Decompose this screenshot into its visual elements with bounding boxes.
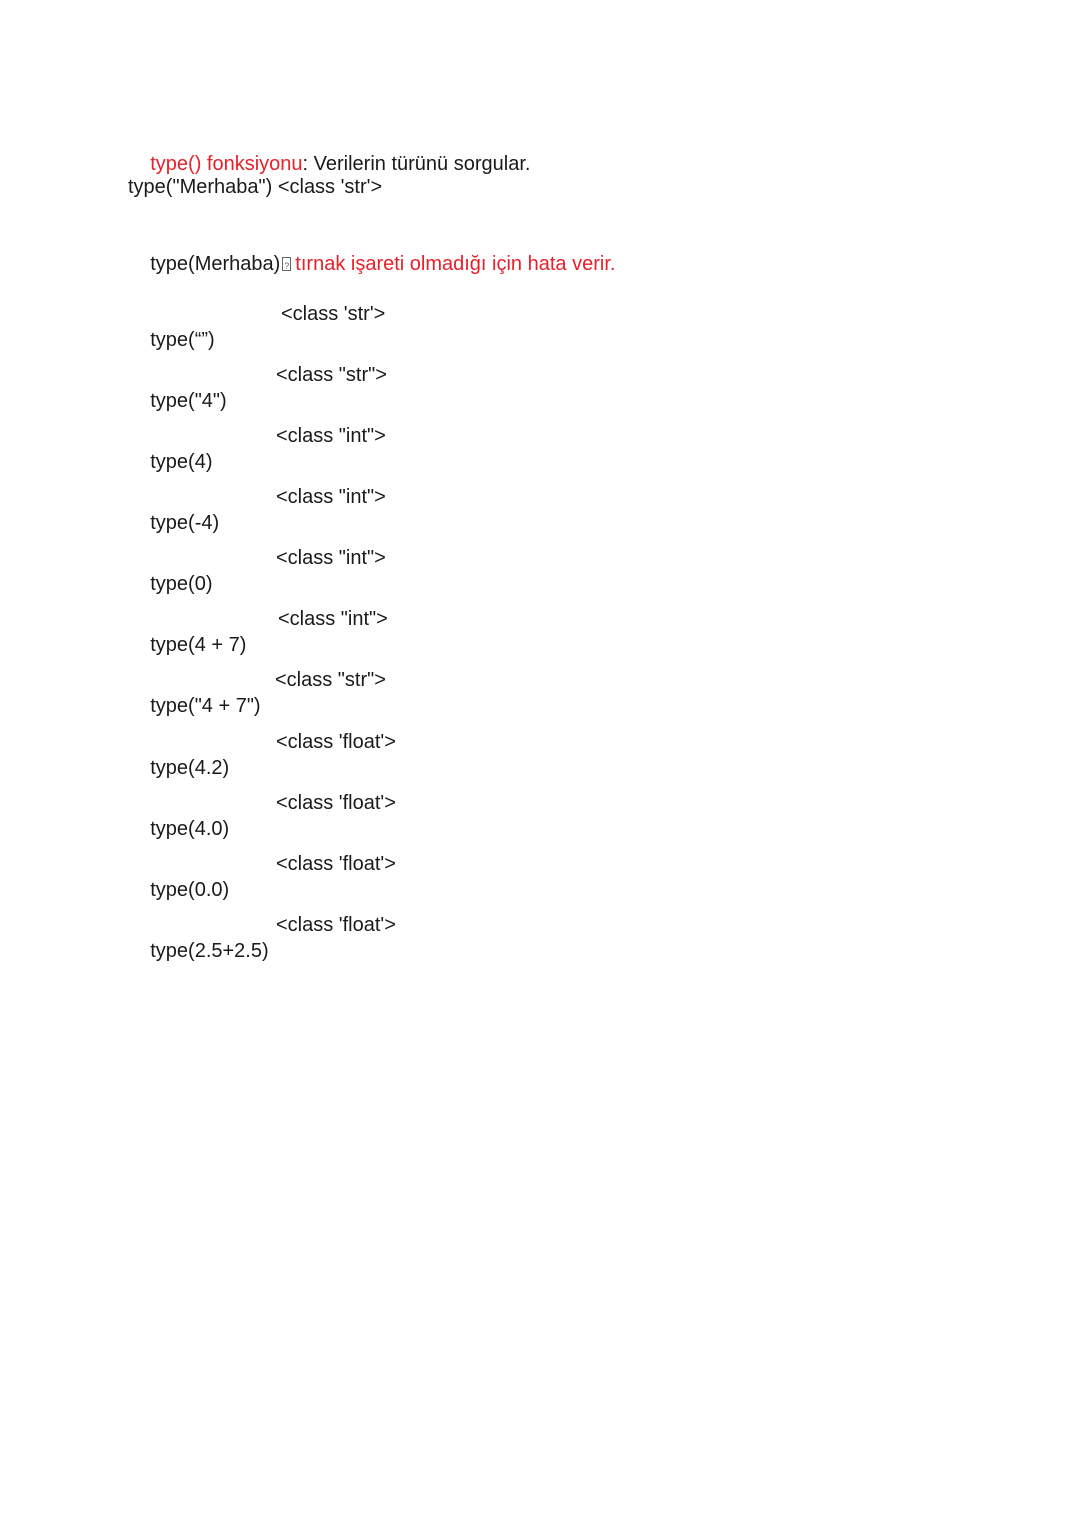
example-result: <class "int"> (276, 425, 386, 447)
example-result: <class 'float'> (276, 792, 396, 814)
example-result: <class 'float'> (276, 731, 396, 753)
example-code: type("4 + 7") (150, 695, 261, 717)
heading-function-name: type() fonksiyonu (150, 153, 303, 175)
example-result: <class "int"> (276, 547, 386, 569)
example-merhaba-string: type("Merhaba") <class 'str'> (128, 176, 383, 198)
example-result: <class "str"> (276, 364, 387, 386)
error-example-note: tırnak işareti olmadığı için hata verir. (295, 253, 616, 275)
example-code: type(-4) (150, 512, 220, 534)
example-result: <class 'str'> (281, 303, 386, 325)
heading-description: : Verilerin türünü sorgular. (302, 153, 531, 175)
example-code: type(4) (150, 451, 213, 473)
example-code: type(0.0) (150, 879, 230, 901)
example-code: type(4.2) (150, 757, 230, 779)
example-result: <class "int"> (276, 486, 386, 508)
example-result: <class "str"> (275, 669, 386, 691)
error-example-code: type(Merhaba) (150, 253, 281, 275)
example-code: type(4 + 7) (150, 634, 247, 656)
example-code: type(0) (150, 573, 213, 595)
missing-glyph-icon (282, 257, 291, 271)
example-code: type(2.5+2.5) (150, 940, 269, 962)
example-row (128, 912, 396, 1016)
example-merhaba-error (128, 225, 615, 303)
example-result: <class "int"> (278, 608, 388, 630)
example-code: type(4.0) (150, 818, 230, 840)
example-result: <class 'float'> (276, 914, 396, 936)
example-result: <class 'float'> (276, 853, 396, 875)
example-code: type("4") (150, 390, 227, 412)
example-code: type(“”) (150, 329, 215, 351)
